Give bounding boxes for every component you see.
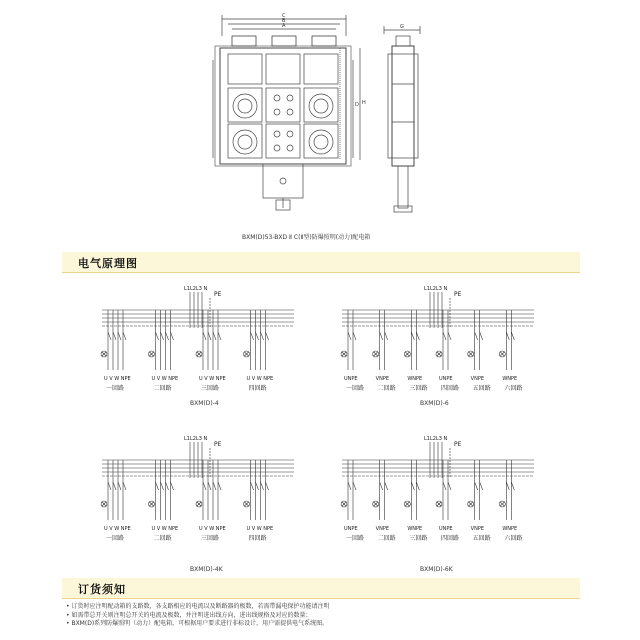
terminal-label: WNPE (502, 526, 518, 532)
circuit-label: 四回路 (441, 535, 460, 542)
circuit-label: 六回路 (504, 385, 523, 392)
terminal-label: UNPE (439, 376, 453, 382)
terminal-label: WNPE (407, 526, 423, 532)
circuit-label: 五回路 (472, 385, 491, 392)
circuit-label: 二回路 (153, 385, 172, 392)
terminal-label: UNPE (439, 526, 453, 532)
terminal-label: VNPE (375, 526, 390, 532)
circuit-label: 五回路 (472, 535, 491, 542)
circuit-label: 三回路 (409, 535, 428, 542)
section-title-schematic: 电气原理图 (78, 257, 138, 270)
terminal-label: VNPE (470, 376, 485, 382)
diagram-caption-4: BXM(D)-6K (420, 566, 453, 573)
terminal-label: U V W NPE (151, 376, 179, 382)
dim-g-label: G (400, 24, 404, 30)
pe-label: PE (454, 291, 462, 298)
note-item: • BXM(D)系列防爆照明（动力）配电箱，可根据用户要求进行非标设计，用户需提供电气系统图。 (66, 620, 329, 628)
terminal-label: U V W NPE (104, 376, 131, 382)
circuit-label: 六回路 (504, 535, 523, 542)
circuit-label: 四回路 (441, 385, 460, 392)
note-item: • 如需带总开关则注明总开关的电流及极数，并注明进出线方向，进出线规格及对应的数量； (66, 611, 312, 619)
terminal-label: U V W NPE (246, 526, 274, 532)
ordering-notes (66, 603, 586, 629)
circuit-label: 一回路 (106, 385, 125, 392)
bus-label: L1L2L3 N (184, 286, 208, 292)
terminal-label: UNPE (344, 526, 358, 532)
circuit-label: 三回路 (201, 385, 220, 392)
terminal-label: WNPE (502, 376, 518, 382)
circuit-label: 三回路 (201, 535, 220, 542)
bus-label: L1L2L3 N (424, 436, 448, 442)
dim-h-label: H (362, 100, 366, 106)
dim-a-label: A (282, 23, 286, 29)
diagram-caption-1: BXM(D)-4 (190, 400, 219, 407)
circuit-label: 四回路 (248, 385, 267, 392)
section-bar-ordering (62, 578, 580, 599)
wiring-diagram-3 (101, 436, 294, 542)
pe-label: PE (454, 441, 462, 448)
dim-b-label: B (282, 18, 286, 24)
circuit-label: 一回路 (346, 535, 365, 542)
diagram-caption-2: BXM(D)-6 (420, 400, 449, 407)
circuit-label: 四回路 (248, 535, 267, 542)
terminal-label: VNPE (470, 526, 485, 532)
pe-label: PE (214, 441, 222, 448)
diagram-caption-3: BXM(D)-4K (190, 566, 223, 573)
terminal-label: VNPE (375, 376, 390, 382)
terminal-label: WNPE (407, 376, 423, 382)
bus-label: L1L2L3 N (184, 436, 208, 442)
terminal-label: U V W NPE (151, 526, 179, 532)
section-title-ordering: 订货须知 (78, 583, 126, 596)
terminal-label: U V W NPE (104, 526, 131, 532)
terminal-label: U V W NPE (199, 376, 226, 382)
wiring-diagram-2 (341, 286, 534, 392)
drawing-caption: BXM(D)53-BXD Ⅱ C(Ⅱ型)防爆照明(动力)配电箱 (242, 234, 371, 241)
circuit-label: 二回路 (377, 385, 396, 392)
note-item: • 订货时应注明配动箱的支路数，各支路相应的电流以及断路器的极数，若需带漏电保护功能请注明 (66, 603, 330, 610)
wiring-diagrams (0, 270, 640, 580)
circuit-label: 三回路 (409, 385, 428, 392)
circuit-label: 一回路 (106, 535, 125, 542)
terminal-label: UNPE (344, 376, 358, 382)
enclosure-drawing (0, 0, 640, 250)
pe-label: PE (214, 291, 222, 298)
terminal-label: U V W NPE (246, 376, 274, 382)
bus-label: L1L2L3 N (424, 286, 448, 292)
dim-d-label: D (355, 102, 359, 108)
wiring-diagram-4 (341, 436, 534, 542)
terminal-label: U V W NPE (199, 526, 226, 532)
dim-c-label: C (282, 13, 286, 19)
circuit-label: 二回路 (153, 535, 172, 542)
wiring-diagram-1 (101, 286, 294, 392)
circuit-label: 一回路 (346, 385, 365, 392)
circuit-label: 二回路 (377, 535, 396, 542)
